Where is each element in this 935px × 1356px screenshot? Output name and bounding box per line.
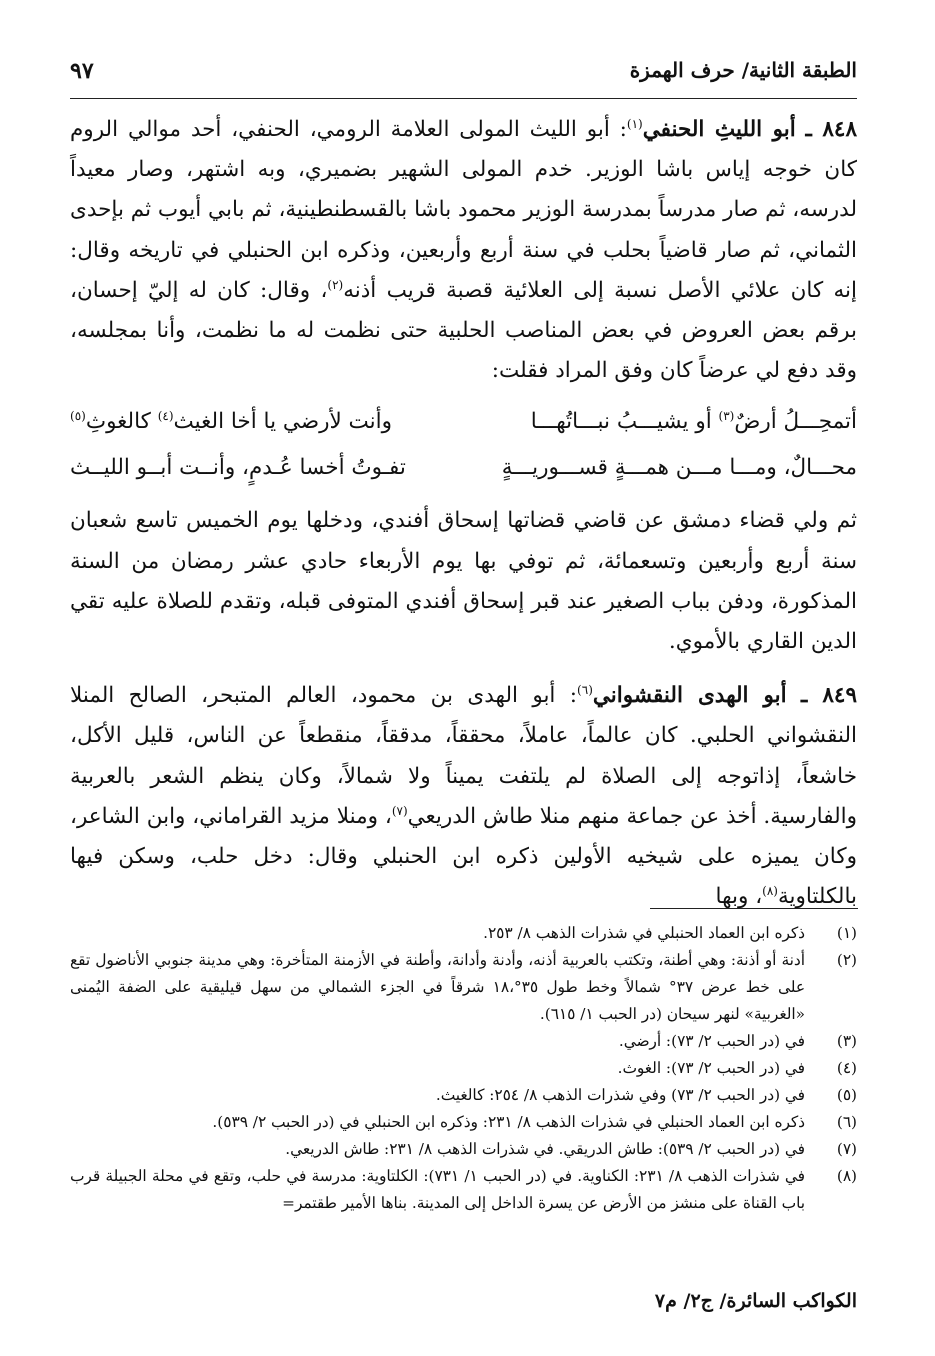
verse-hemistich-first <box>479 399 857 445</box>
footnote-text: في (در الحبب ٢/ ٧٣): الغوث. <box>617 1059 805 1077</box>
verse-row <box>70 445 857 491</box>
footnote <box>70 1109 857 1136</box>
footnote-ref: (٧) <box>391 803 408 818</box>
footnote-text: في شذرات الذهب ٨/ ٢٣١: الكناوية. في (در الحبب ١/ ٧٣١): الكلتاوية: مدرسة في حلب، وتقع في محلة الجبيلة قرب باب القناة على منشز من الأرض عن يسرة الداخل إلى المدينة. بناها الأمير طقتمر= <box>70 1167 805 1212</box>
footnote-mark: (٥) <box>836 1086 857 1104</box>
text-line: لدرسه، ثم صار مدرساً بمدرسة الوزير محمود باشا بالقسطنطينية، ثم بابي أيوب ثم بإحدى <box>70 197 857 223</box>
footnote-ref: (٢) <box>327 277 344 292</box>
text-line: : أبو الليث المولى العلامة الرومي، الحنفي، أحد موالي <box>127 117 627 142</box>
footnote <box>70 1028 857 1055</box>
footnote <box>70 1082 857 1109</box>
footnote <box>70 1055 857 1082</box>
footnote-mark: (٧) <box>836 1140 857 1158</box>
footnote-text: في (در الحبب ٢/ ٥٣٩): طاش الدريقي. في شذرات الذهب ٨/ ٢٣١: طاش الدريعي. <box>285 1140 805 1158</box>
verse-hemistich-first: محـــالٌ، ومـــا مـــن همـــةٍ قســـوريـــةٍ <box>501 455 857 481</box>
footnote-ref: (٣) <box>718 409 735 424</box>
text-line: الثماني، ثم صار قاضياً بحلب في سنة أربع وأربعين، وذكره ابن الحنبلي في تاريخه وقال: إنه <box>70 237 857 303</box>
footnote-separator <box>650 908 858 909</box>
text-line: : أبو الهدى بن محمود، العالم المتبحر، الصالح المنلا <box>70 683 578 709</box>
text-line: لي عرضاً كان وفق المراد فقلت: <box>491 358 781 384</box>
text-line: ، ومنلا مزيد القراماني، وابن الشاعر، وكان يميزه <box>70 803 857 870</box>
text-line: أخذ عن جماعة منهم منلا طاش الدريعي <box>407 803 757 829</box>
footnote-mark: (٦) <box>836 1113 857 1131</box>
footnote <box>70 920 857 947</box>
text-line: المذكورة، ودفن بباب الصغير عند قبر إسحاق أفندي المتوفى قبله، وتقدم للصلاة عليه تقي <box>70 588 857 614</box>
footnote <box>70 1136 857 1163</box>
page-header <box>70 58 857 99</box>
footnotes <box>70 920 857 1217</box>
text-line: على شيخيه الأولين ذكره ابن الحنبلي وقال: دخل حلب، وسكن فيها بالكلتاوية <box>70 844 857 910</box>
footnote-ref: (٥) <box>70 409 86 424</box>
footnote-text: في (در الحبب ٢/ ٧٣): أرضي. <box>618 1032 805 1050</box>
footnote-ref: (١) <box>626 116 643 131</box>
verse-hemistich-second: تفـوتُ أخسا عُـدمٍ، وأنــت أبــو الليــث <box>70 455 406 481</box>
footnote-mark: (٨) <box>836 1167 857 1185</box>
footnote-text: ذكره ابن العماد الحنبلي في شذرات الذهب ٨/ ٢٥٣. <box>483 924 805 942</box>
text-line: ثم ولي قضاء دمشق عن قاضي قضاتها إسحاق أفندي، ودخلها يوم الخميس تاسع <box>135 508 857 534</box>
entry-number: ٨٤٨ ـ <box>805 117 857 142</box>
text-line: شعبان سنة أربع وأربعين وتسعمائة، ثم توفي بها يوم الأربعاء حادي عشر رمضان من السنة <box>70 508 857 574</box>
entry-number: ٨٤٩ ـ <box>801 683 857 709</box>
footnote-mark: (٢) <box>836 951 857 969</box>
text-line: ، وقال: كان له إليّ إحسان، برقم <box>70 277 857 344</box>
footnote-mark: (١) <box>836 924 857 942</box>
main-text <box>70 110 857 917</box>
poem <box>70 399 857 491</box>
entry-848 <box>70 110 857 391</box>
paragraph <box>70 501 857 662</box>
footnote-ref: (٨) <box>762 884 778 899</box>
entry-849 <box>70 676 857 917</box>
footnote-mark: (٣) <box>836 1032 857 1050</box>
footnote-text: في (در الحبب ٢/ ٧٣) وفي شذرات الذهب ٨/ ٢٥٤: كالغيث. <box>435 1086 805 1104</box>
text-line: ، وبها <box>715 884 763 910</box>
footnote <box>70 1163 857 1217</box>
text-line: الدين القاري بالأموي. <box>668 629 857 655</box>
footnote-text: أدنة أو أذنة: وهي أطنة، وتكتب بالعربية أذنه، وأدنة وأدانة، وأطنة في الأزمنة المتأخرة: وهي مدينة جنوبي الأناضول تقع على خط عرض ٣٧° شمالاً وخط طول ٣٥°،١٨ شرقاً في الجزء الشمالي من سهل قيليقية على الضفة اليُمنى «الغربية» لنهر سيحان (در الحبب ١/ ٦١٥). <box>70 951 805 1023</box>
signature-line: الكواكب السائرة/ ج٢/ م٧ <box>654 1290 857 1312</box>
verse-text: وأنت لأرضي يا أخا الغيث <box>173 409 393 435</box>
text-line: بعض العروض في بعض المناصب الحلبية حتى نظمت له ما نظمت، وأنا بمجلسه، وقد دفع <box>70 318 857 384</box>
entry-name: أبو الليثِ الحنفي <box>642 117 796 142</box>
footnote-mark: (٤) <box>836 1059 857 1077</box>
verse-text: كالغوثِ <box>85 409 158 435</box>
entry-name: أبو الهدى النقشواني <box>592 683 787 709</box>
running-title: الطبقة الثانية/ حرف الهمزة <box>629 58 857 82</box>
text-line: خاشعاً، إذاتوجه إلى الصلاة لم يلتفت يميناً ولا شمالاً، وكان ينظم الشعر بالعربية والفارسية. <box>70 763 858 829</box>
text-line: الروم كان خوجه إياس باشا الوزير. خدم المولى الشهير بضميري، وبه اشتهر، وصار معيداً <box>70 117 857 183</box>
text-line: النقشواني الحلبي. كان عالماً، عاملاً، محققاً، مدققاً، منقطعاً عن الناس، قليل الأكل، <box>70 723 857 749</box>
verse-text: أو يشيـــبُ نبـــاتُهـــا <box>530 409 719 435</box>
footnote-ref: (٤) <box>157 409 174 424</box>
verse-hemistich-second <box>70 399 448 445</box>
text-line: كان علائي الأصل نسبة إلى العلائية قصبة قريب أذنه <box>343 277 824 303</box>
footnote-text: ذكره ابن العماد الحنبلي في شذرات الذهب ٨/ ٢٣١: وذكره ابن الحنبلي في (در الحبب ٢/ ٥٣٩). <box>212 1113 805 1131</box>
page-number: ٩٧ <box>70 58 94 84</box>
verse-text: أتمحِـــلُ أرضٌ <box>734 409 857 435</box>
footnote <box>70 947 857 1028</box>
footnote-ref: (٦) <box>577 683 593 698</box>
verse-row <box>70 399 857 445</box>
